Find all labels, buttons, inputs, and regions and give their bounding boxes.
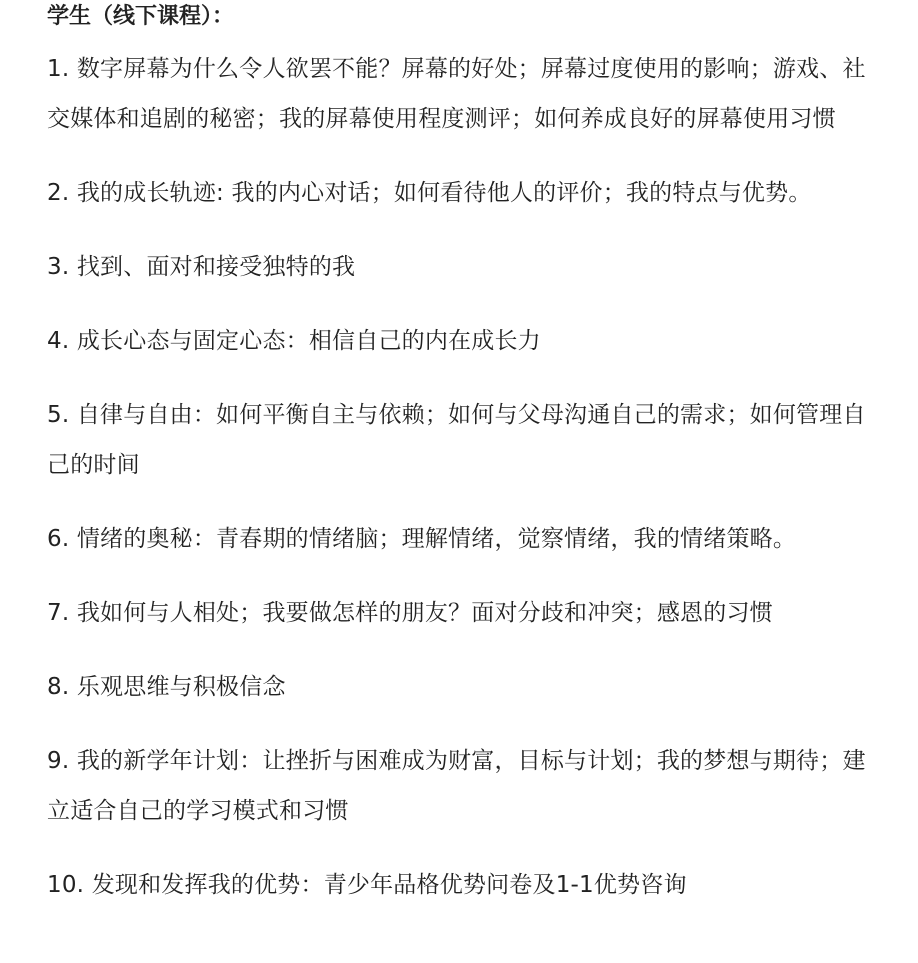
course-item-3: 3. 找到、面对和接受独特的我 <box>47 254 356 280</box>
course-item-10: 10. 发现和发挥我的优势：青少年品格优势问卷及1-1优势咨询 <box>47 872 687 898</box>
course-item-8: 8. 乐观思维与积极信念 <box>47 674 286 700</box>
course-item-2: 2. 我的成长轨迹: 我的内心对话；如何看待他人的评价；我的特点与优势。 <box>47 180 812 206</box>
course-item-6: 6. 情绪的奥秘：青春期的情绪脑；理解情绪，觉察情绪，我的情绪策略。 <box>47 526 797 552</box>
course-item-7: 7. 我如何与人相处；我要做怎样的朋友？面对分歧和冲突；感恩的习惯 <box>47 600 773 626</box>
course-item-4: 4. 成长心态与固定心态：相信自己的内在成长力 <box>47 328 541 354</box>
course-item-9: 9. 我的新学年计划：让挫折与困难成为财富，目标与计划；我的梦想与期待；建立适合自己的学习模式和习惯 <box>47 748 866 824</box>
section-heading: 学生（线下课程）： <box>47 4 235 29</box>
course-item-1: 1. 数字屏幕为什么令人欲罢不能？屏幕的好处；屏幕过度使用的影响；游戏、社交媒体和追剧的秘密；我的屏幕使用程度测评；如何养成良好的屏幕使用习惯 <box>47 56 866 132</box>
document-body <box>47 0 877 910</box>
course-item-5: 5. 自律与自由：如何平衡自主与依赖；如何与父母沟通自己的需求；如何管理自己的时间 <box>47 402 866 478</box>
